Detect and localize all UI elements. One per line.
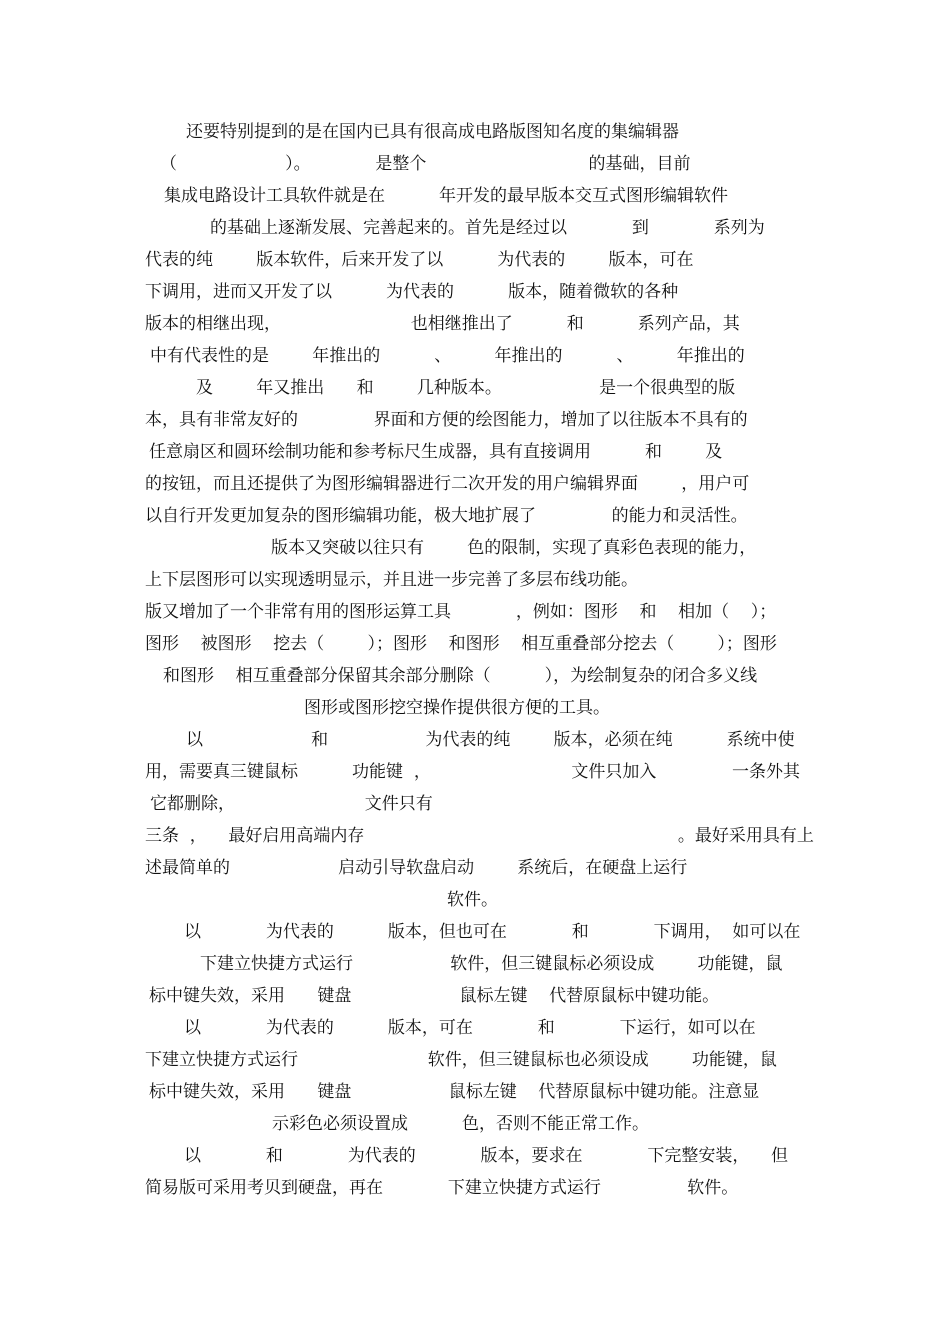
text-line: 本，具有非常友好的 界面和方便的绘图能力，增加了以往版本不具有的	[145, 410, 748, 430]
text-line: 还要特别提到的是在国内已具有很高成电路版图知名度的集编辑器	[186, 122, 679, 142]
text-line: 任意扇区和圆环绘制功能和参考标尺生成器，具有直接调用 和 及	[149, 442, 723, 462]
text-line: 版本的相继出现， 也相继推出了 和 系列产品，其	[145, 314, 740, 334]
text-line: 标中键失效，采用 键盘 鼠标左键 代替原鼠标中键功能。注意显	[149, 1082, 760, 1102]
text-line: 简易版可采用考贝到硬盘，再在 下建立快捷方式运行 软件。	[145, 1178, 739, 1198]
text-line: 中有代表性的是 年推出的 、 年推出的 、 年推出的	[150, 346, 745, 366]
text-line: 图形 被图形 挖去（ ）；图形 和图形 相互重叠部分挖去（ ）；图形	[145, 634, 777, 654]
text-line: 及 年又推出 和 几种版本。 是一个很典型的版	[196, 378, 736, 398]
text-line: 它都删除， 文件只有	[150, 794, 433, 814]
text-line: 下建立快捷方式运行 软件，但三键鼠标必须设成 功能键，鼠	[200, 954, 783, 974]
text-line: 以 为代表的 版本，可在 和 下运行，如可以在	[184, 1018, 756, 1038]
text-line: 下调用，进而又开发了以 为代表的 版本，随着微软的各种	[145, 282, 679, 302]
text-line: 上下层图形可以实现透明显示，并且进一步完善了多层布线功能。	[145, 570, 638, 590]
text-line: 版本又突破以往只有 色的限制，实现了真彩色表现的能力，	[271, 538, 757, 558]
text-line: 述最简单的 启动引导软盘启动 系统后，在硬盘上运行	[145, 858, 688, 878]
text-line: 三条 ， 最好启用高端内存 。最好采用具有上	[145, 826, 814, 846]
text-line: 以 和 为代表的 版本，要求在 下完整安装， 但	[184, 1146, 788, 1166]
text-line: 和图形 相互重叠部分保留其余部分删除（ ），为绘制复杂的闭合多义线	[163, 666, 758, 686]
text-line: 示彩色必须设置成 色，否则不能正常工作。	[272, 1114, 650, 1134]
text-line: 标中键失效，采用 键盘 鼠标左键 代替原鼠标中键功能。	[149, 986, 720, 1006]
text-line: 以自行开发更加复杂的图形编辑功能，极大地扩展了 的能力和灵活性。	[145, 506, 748, 526]
text-line: 以 为代表的 版本，但也可在 和 下调用， 如可以在	[184, 922, 801, 942]
text-line: 以 和 为代表的纯 版本，必须在纯 系统中使	[186, 730, 795, 750]
text-line: 的基础上逐渐发展、完善起来的。首先是经过以 到 系列为	[210, 218, 765, 238]
text-line: 软件。	[447, 890, 498, 910]
text-line: 用，需要真三键鼠标 功能键 ， 文件只加入 一条外其	[145, 762, 800, 782]
text-line: 图形或图形挖空操作提供很方便的工具。	[304, 698, 610, 718]
text-line: 版又增加了一个非常有用的图形运算工具 ，例如：图形 和 相加（ ）；	[145, 602, 777, 622]
text-line: 下建立快捷方式运行 软件，但三键鼠标也必须设成 功能键，鼠	[145, 1050, 777, 1070]
text-line: 代表的纯 版本软件，后来开发了以 为代表的 版本，可在	[145, 250, 694, 270]
text-line: 的按钮，而且还提供了为图形编辑器进行二次开发的用户编辑界面 ，用户可	[145, 474, 750, 494]
text-line: （ ）。 是整个 的基础，目前	[160, 154, 691, 174]
text-line: 集成电路设计工具软件就是在 年开发的最早版本交互式图形编辑软件	[164, 186, 729, 206]
